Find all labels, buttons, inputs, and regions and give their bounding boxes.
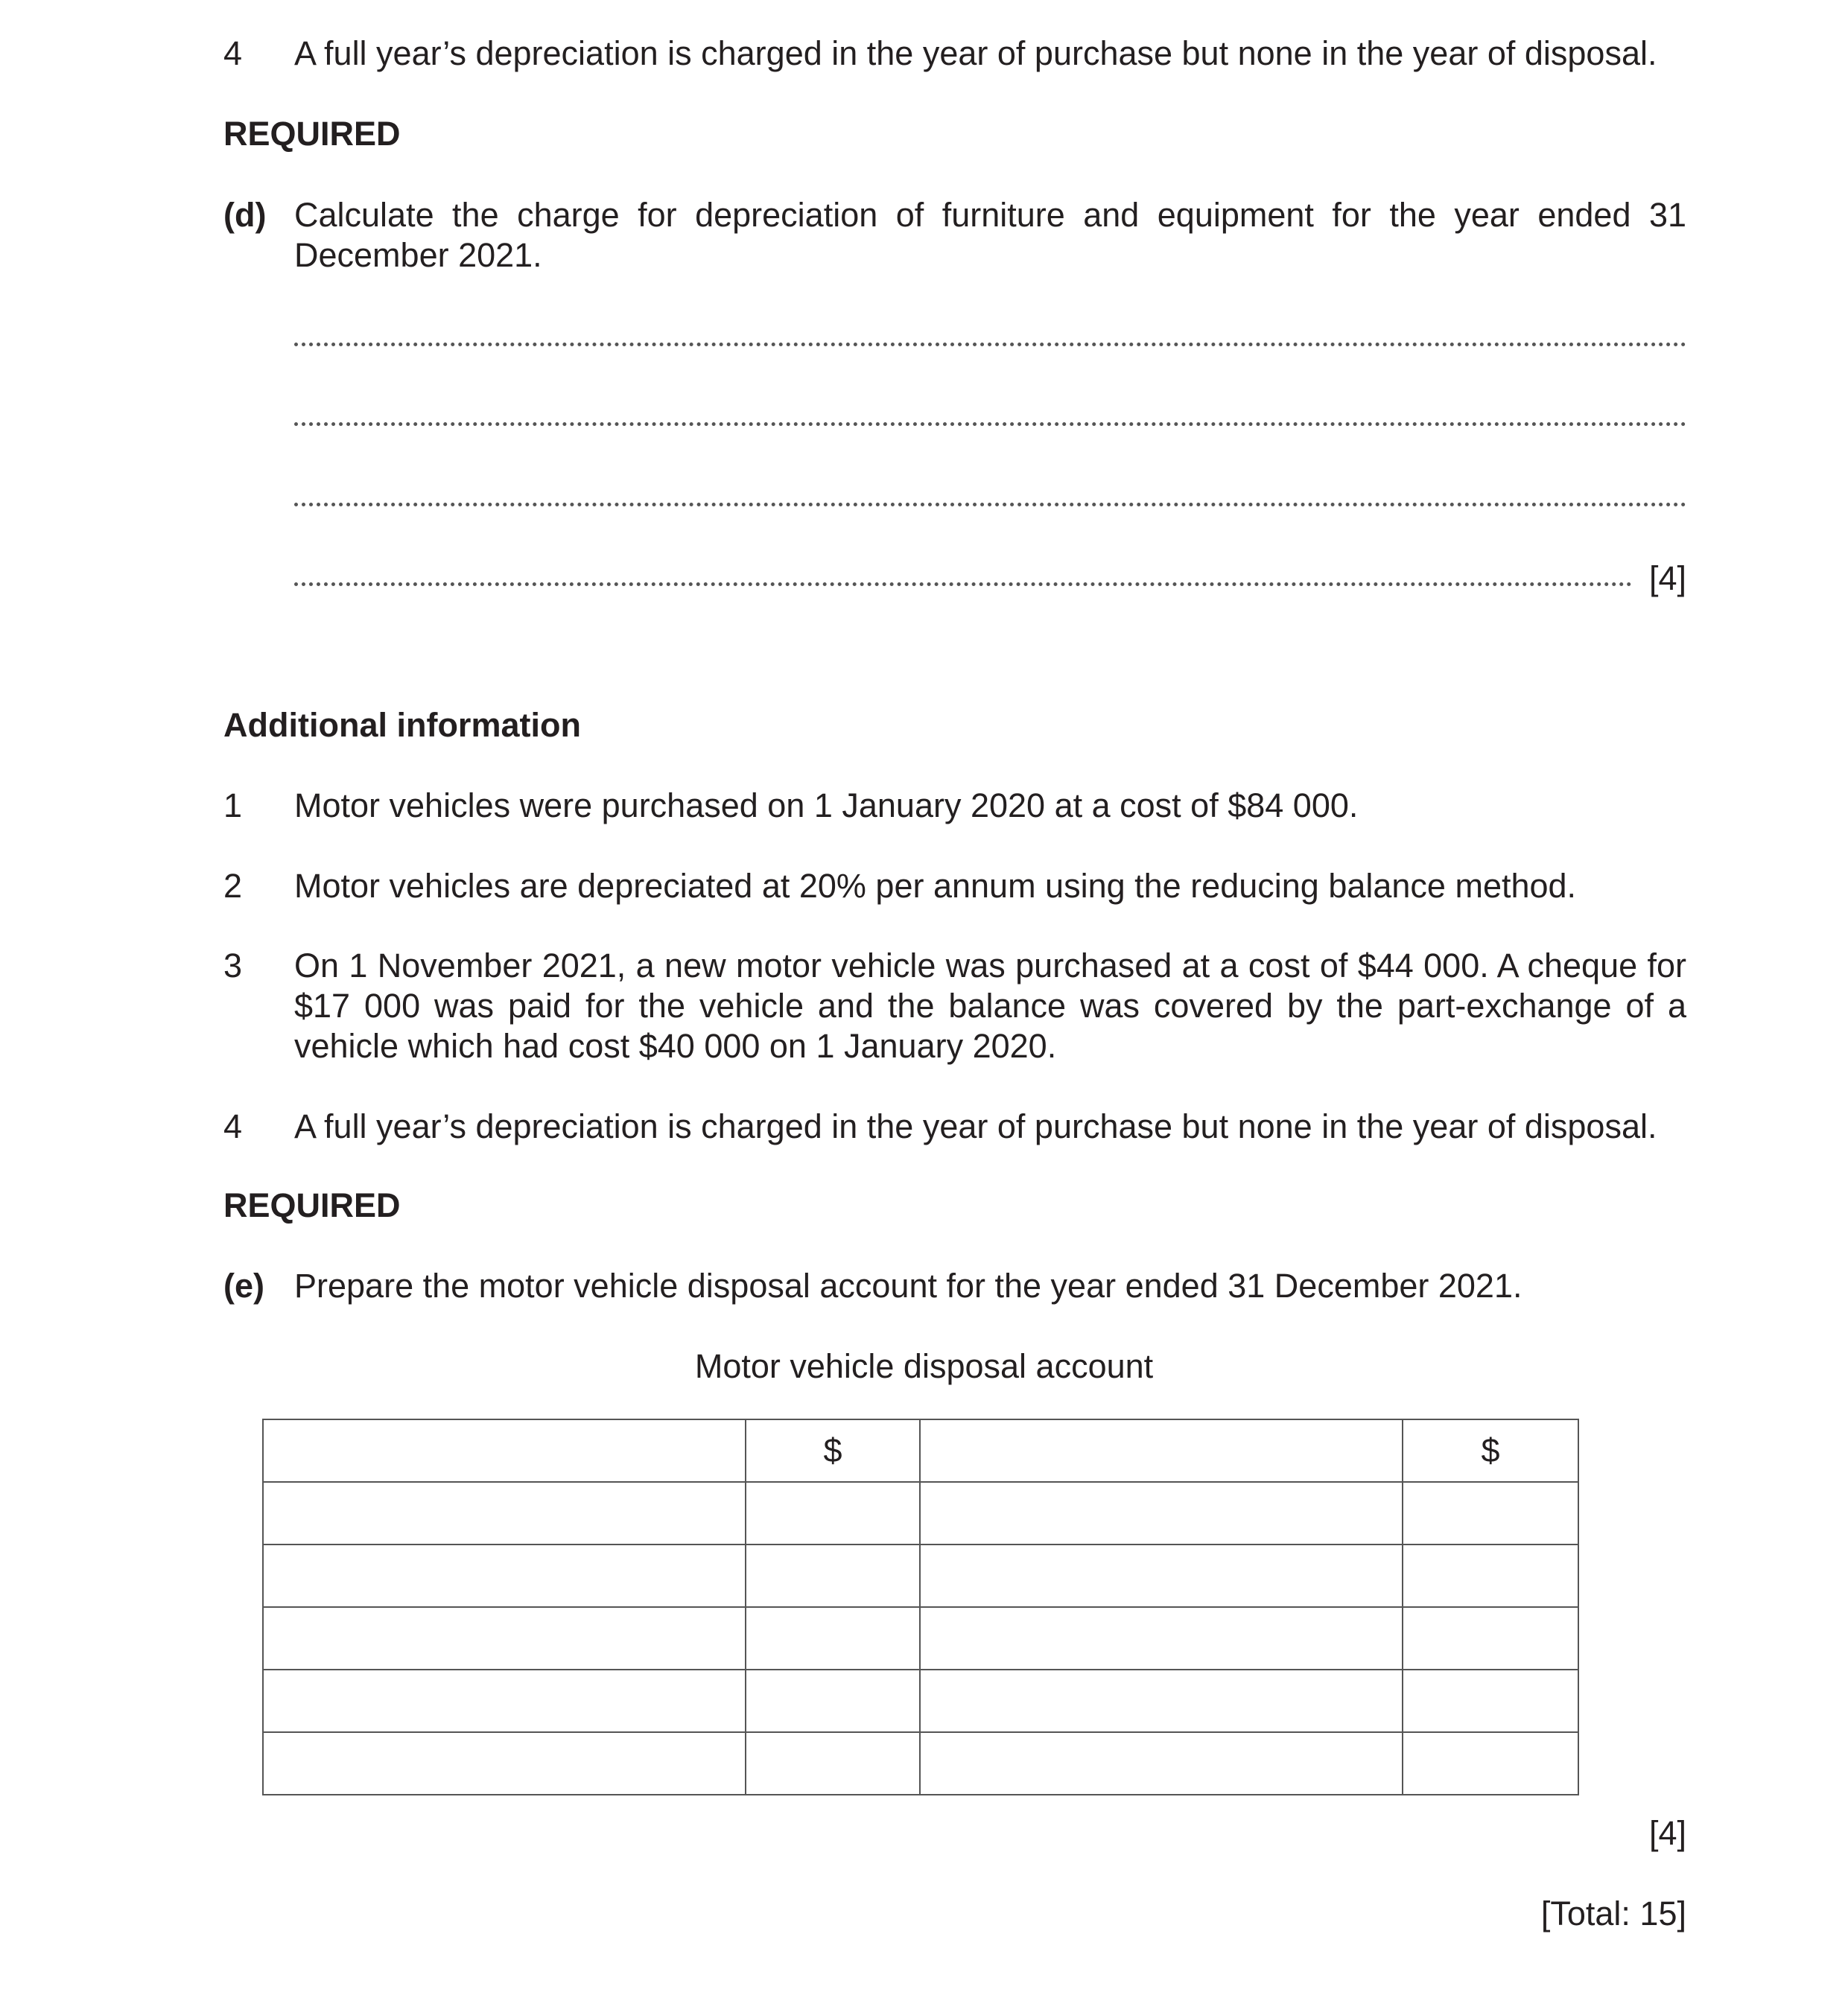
table-cell[interactable] <box>1403 1732 1578 1795</box>
info-item-text: Motor vehicles were purchased on 1 January 2020 at a cost of $84 000. <box>294 786 1359 824</box>
table-cell[interactable] <box>263 1545 746 1607</box>
table-row <box>263 1732 1578 1795</box>
info-item-text: Motor vehicles are depreciated at 20% per annum using the reducing balance method. <box>294 867 1577 905</box>
table-cell[interactable] <box>1403 1607 1578 1670</box>
answer-line[interactable] <box>294 422 1686 426</box>
marks-e: [4] <box>1648 1814 1686 1852</box>
info-item-text: On 1 November 2021, a new motor vehicle was purchased at a cost of $44 000. A cheque for $17 000 was paid for the vehicle and the balance was covered by the part-exchange of a vehicle which had cost $40 000 on 1 January 2020. <box>294 947 1686 1065</box>
table-cell[interactable] <box>920 1482 1403 1545</box>
answer-line[interactable] <box>294 503 1686 506</box>
table-title: Motor vehicle disposal account <box>694 1347 1154 1385</box>
credit-details-header <box>920 1419 1403 1482</box>
info-item-number: 1 <box>223 786 243 824</box>
table-cell[interactable] <box>920 1670 1403 1732</box>
table-cell[interactable] <box>746 1607 920 1670</box>
table-cell[interactable] <box>1403 1670 1578 1732</box>
table-cell[interactable] <box>920 1732 1403 1795</box>
table-cell[interactable] <box>746 1732 920 1795</box>
additional-info-heading: Additional information <box>223 706 581 744</box>
table-row <box>263 1670 1578 1732</box>
required-heading: REQUIRED <box>223 115 401 153</box>
table-cell[interactable] <box>263 1732 746 1795</box>
debit-details-header <box>263 1419 746 1482</box>
table-cell[interactable] <box>263 1482 746 1545</box>
answer-line[interactable] <box>294 582 1632 586</box>
debit-amount-header: $ <box>746 1419 920 1482</box>
table-cell[interactable] <box>1403 1482 1578 1545</box>
table-cell[interactable] <box>746 1545 920 1607</box>
marks-d: [4] <box>1648 559 1686 597</box>
table-header-row <box>263 1419 1578 1482</box>
info-item-text: A full year’s depreciation is charged in the year of purchase but none in the year of disposal. <box>294 34 1657 72</box>
table-cell[interactable] <box>920 1607 1403 1670</box>
info-item-number: 4 <box>223 34 243 72</box>
table-cell[interactable] <box>263 1607 746 1670</box>
table-cell[interactable] <box>746 1482 920 1545</box>
question-text-e: Prepare the motor vehicle disposal account for the year ended 31 December 2021. <box>294 1267 1522 1305</box>
info-item-number: 4 <box>223 1107 243 1145</box>
info-item-text: A full year’s depreciation is charged in the year of purchase but none in the year of disposal. <box>294 1107 1657 1145</box>
info-item-number: 3 <box>223 947 243 984</box>
table-row <box>263 1482 1578 1545</box>
total-marks: [Total: 15] <box>1540 1895 1686 1932</box>
required-heading: REQUIRED <box>223 1186 401 1224</box>
disposal-account-table <box>262 1419 1579 1795</box>
answer-line[interactable] <box>294 343 1686 346</box>
table-row <box>263 1607 1578 1670</box>
table-row <box>263 1545 1578 1607</box>
table-cell[interactable] <box>920 1545 1403 1607</box>
table-cell[interactable] <box>1403 1545 1578 1607</box>
info-item-number: 2 <box>223 867 243 905</box>
credit-amount-header: $ <box>1403 1419 1578 1482</box>
question-label-d: (d) <box>223 196 267 234</box>
table-cell[interactable] <box>746 1670 920 1732</box>
question-label-e: (e) <box>223 1267 264 1305</box>
question-text-d: Calculate the charge for depreciation of furniture and equipment for the year ended 31 December 2021. <box>294 196 1686 274</box>
table-cell[interactable] <box>263 1670 746 1732</box>
